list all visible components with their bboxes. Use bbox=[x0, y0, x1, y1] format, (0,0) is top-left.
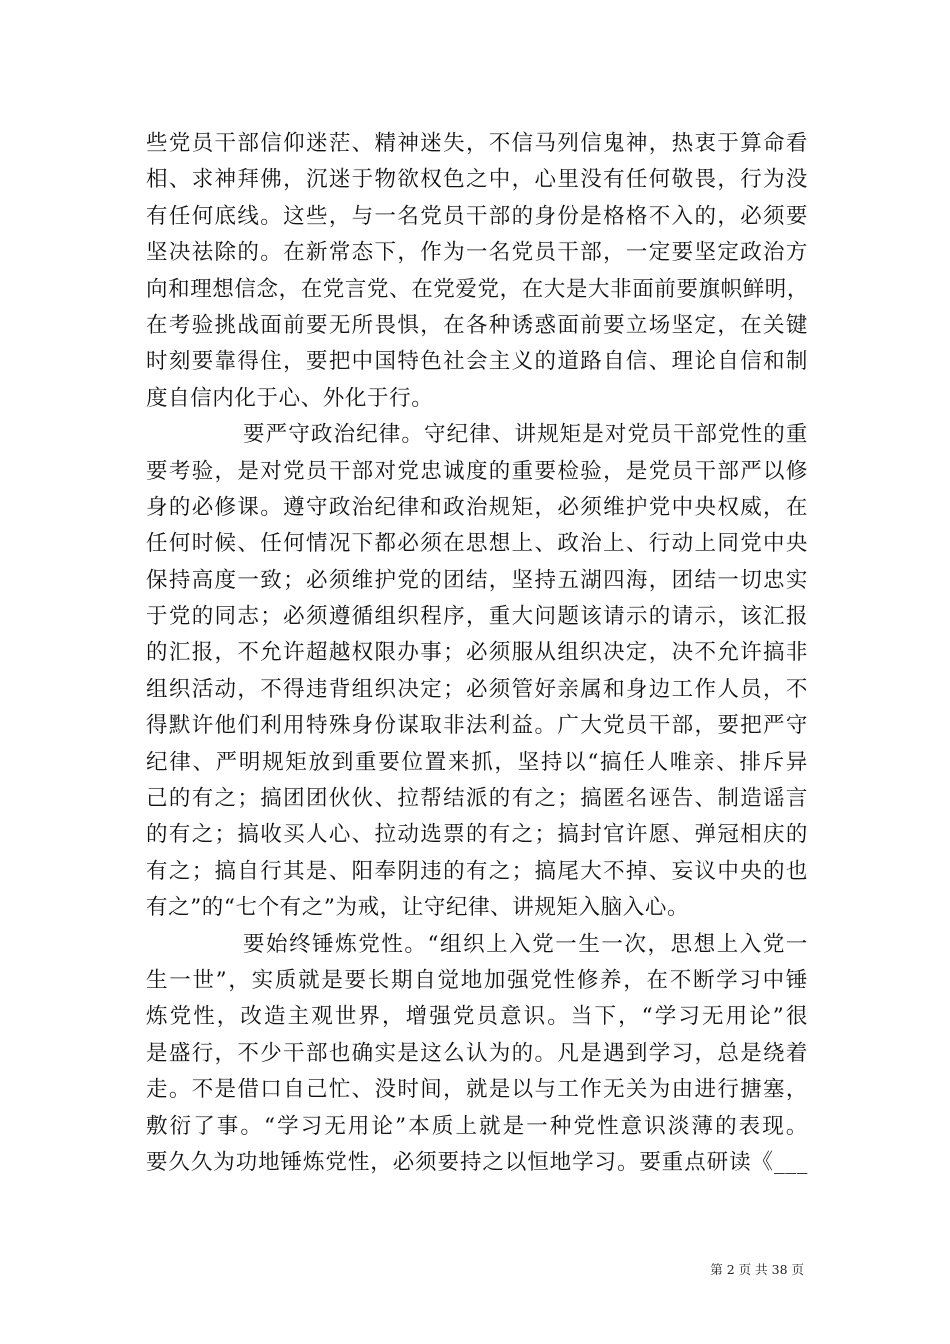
text-line: 向和理想信念，在党言党、在党爱党，在大是大非面前要旗帜鲜明， bbox=[146, 276, 810, 302]
paragraph-discipline bbox=[146, 417, 808, 926]
text-line: 炼党性，改造主观世界，增强党员意识。当下，“学习无用论”很 bbox=[146, 1004, 808, 1030]
text-line: 坚决祛除的。在新常态下，作为一名党员干部，一定要坚定政治方 bbox=[146, 240, 808, 266]
text-line: 走。不是借口自己忙、没时间，就是以与工作无关为由进行搪塞， bbox=[146, 1077, 808, 1103]
text-line: 于党的同志；必须遵循组织程序，重大问题该请示的请示，该汇报 bbox=[146, 604, 808, 630]
paragraph-faith bbox=[146, 126, 808, 417]
text-line: 纪律、严明规矩放到重要位置来抓，坚持以“搞任人唯亲、排斥异 bbox=[146, 749, 808, 775]
text-line: 要考验，是对党员干部对党忠诚度的重要检验，是党员干部严以修 bbox=[146, 458, 808, 484]
text-line: 身的必修课。遵守政治纪律和政治规矩，必须维护党中央权威，在 bbox=[146, 494, 808, 520]
text-line: 要严守政治纪律。守纪律、讲规矩是对党员干部党性的重 bbox=[243, 422, 808, 448]
text-line: 要久久为功地锤炼党性，必须要持之以恒地学习。要重点研读《___ bbox=[146, 1149, 808, 1175]
text-line: 的汇报，不允许超越权限办事；必须服从组织决定，决不允许搞非 bbox=[146, 640, 808, 666]
text-line: 些党员干部信仰迷茫、精神迷失，不信马列信鬼神，热衷于算命看 bbox=[146, 131, 808, 156]
text-line: 时刻要靠得住，要把中国特色社会主义的道路自信、理论自信和制 bbox=[146, 349, 808, 375]
text-line: 的有之；搞收买人心、拉动选票的有之；搞封官许愿、弹冠相庆的 bbox=[146, 822, 808, 848]
page-number-footer: 第 2 页 共 38 页 bbox=[710, 1262, 804, 1277]
body-text bbox=[146, 126, 808, 1181]
text-line: 要始终锤炼党性。“组织上入党一生一次，思想上入党一 bbox=[243, 931, 808, 957]
text-line: 任何时候、任何情况下都必须在思想上、政治上、行动上同党中央 bbox=[146, 531, 808, 557]
text-line: 保持高度一致；必须维护党的团结，坚持五湖四海，团结一切忠实 bbox=[146, 567, 808, 593]
text-line: 相、求神拜佛，沉迷于物欲权色之中，心里没有任何敬畏，行为没 bbox=[146, 167, 808, 193]
text-line: 是盛行，不少干部也确实是这么认为的。凡是遇到学习，总是绕着 bbox=[146, 1040, 808, 1066]
text-line: 己的有之；搞团团伙伙、拉帮结派的有之；搞匿名诬告、制造谣言 bbox=[146, 786, 808, 812]
text-line: 得默许他们利用特殊身份谋取非法利益。广大党员干部，要把严守 bbox=[146, 713, 808, 739]
text-line: 敷衍了事。“学习无用论”本质上就是一种党性意识淡薄的表现。 bbox=[146, 1113, 808, 1139]
text-line: 生一世”，实质就是要长期自觉地加强党性修养，在不断学习中锤 bbox=[146, 967, 808, 993]
text-line: 有之”的“七个有之”为戒，让守纪律、讲规矩入脑入心。 bbox=[146, 895, 690, 921]
text-line: 组织活动，不得违背组织决定；必须管好亲属和身边工作人员，不 bbox=[146, 676, 808, 702]
text-line: 度自信内化于心、外化于行。 bbox=[146, 385, 434, 411]
paragraph-party-spirit bbox=[146, 927, 808, 1182]
text-line: 有任何底线。这些，与一名党员干部的身份是格格不入的，必须要 bbox=[146, 203, 808, 229]
text-line: 在考验挑战面前要无所畏惧，在各种诱惑面前要立场坚定，在关键 bbox=[146, 312, 808, 338]
text-line: 有之；搞自行其是、阳奉阴违的有之；搞尾大不掉、妄议中央的也 bbox=[146, 858, 808, 884]
